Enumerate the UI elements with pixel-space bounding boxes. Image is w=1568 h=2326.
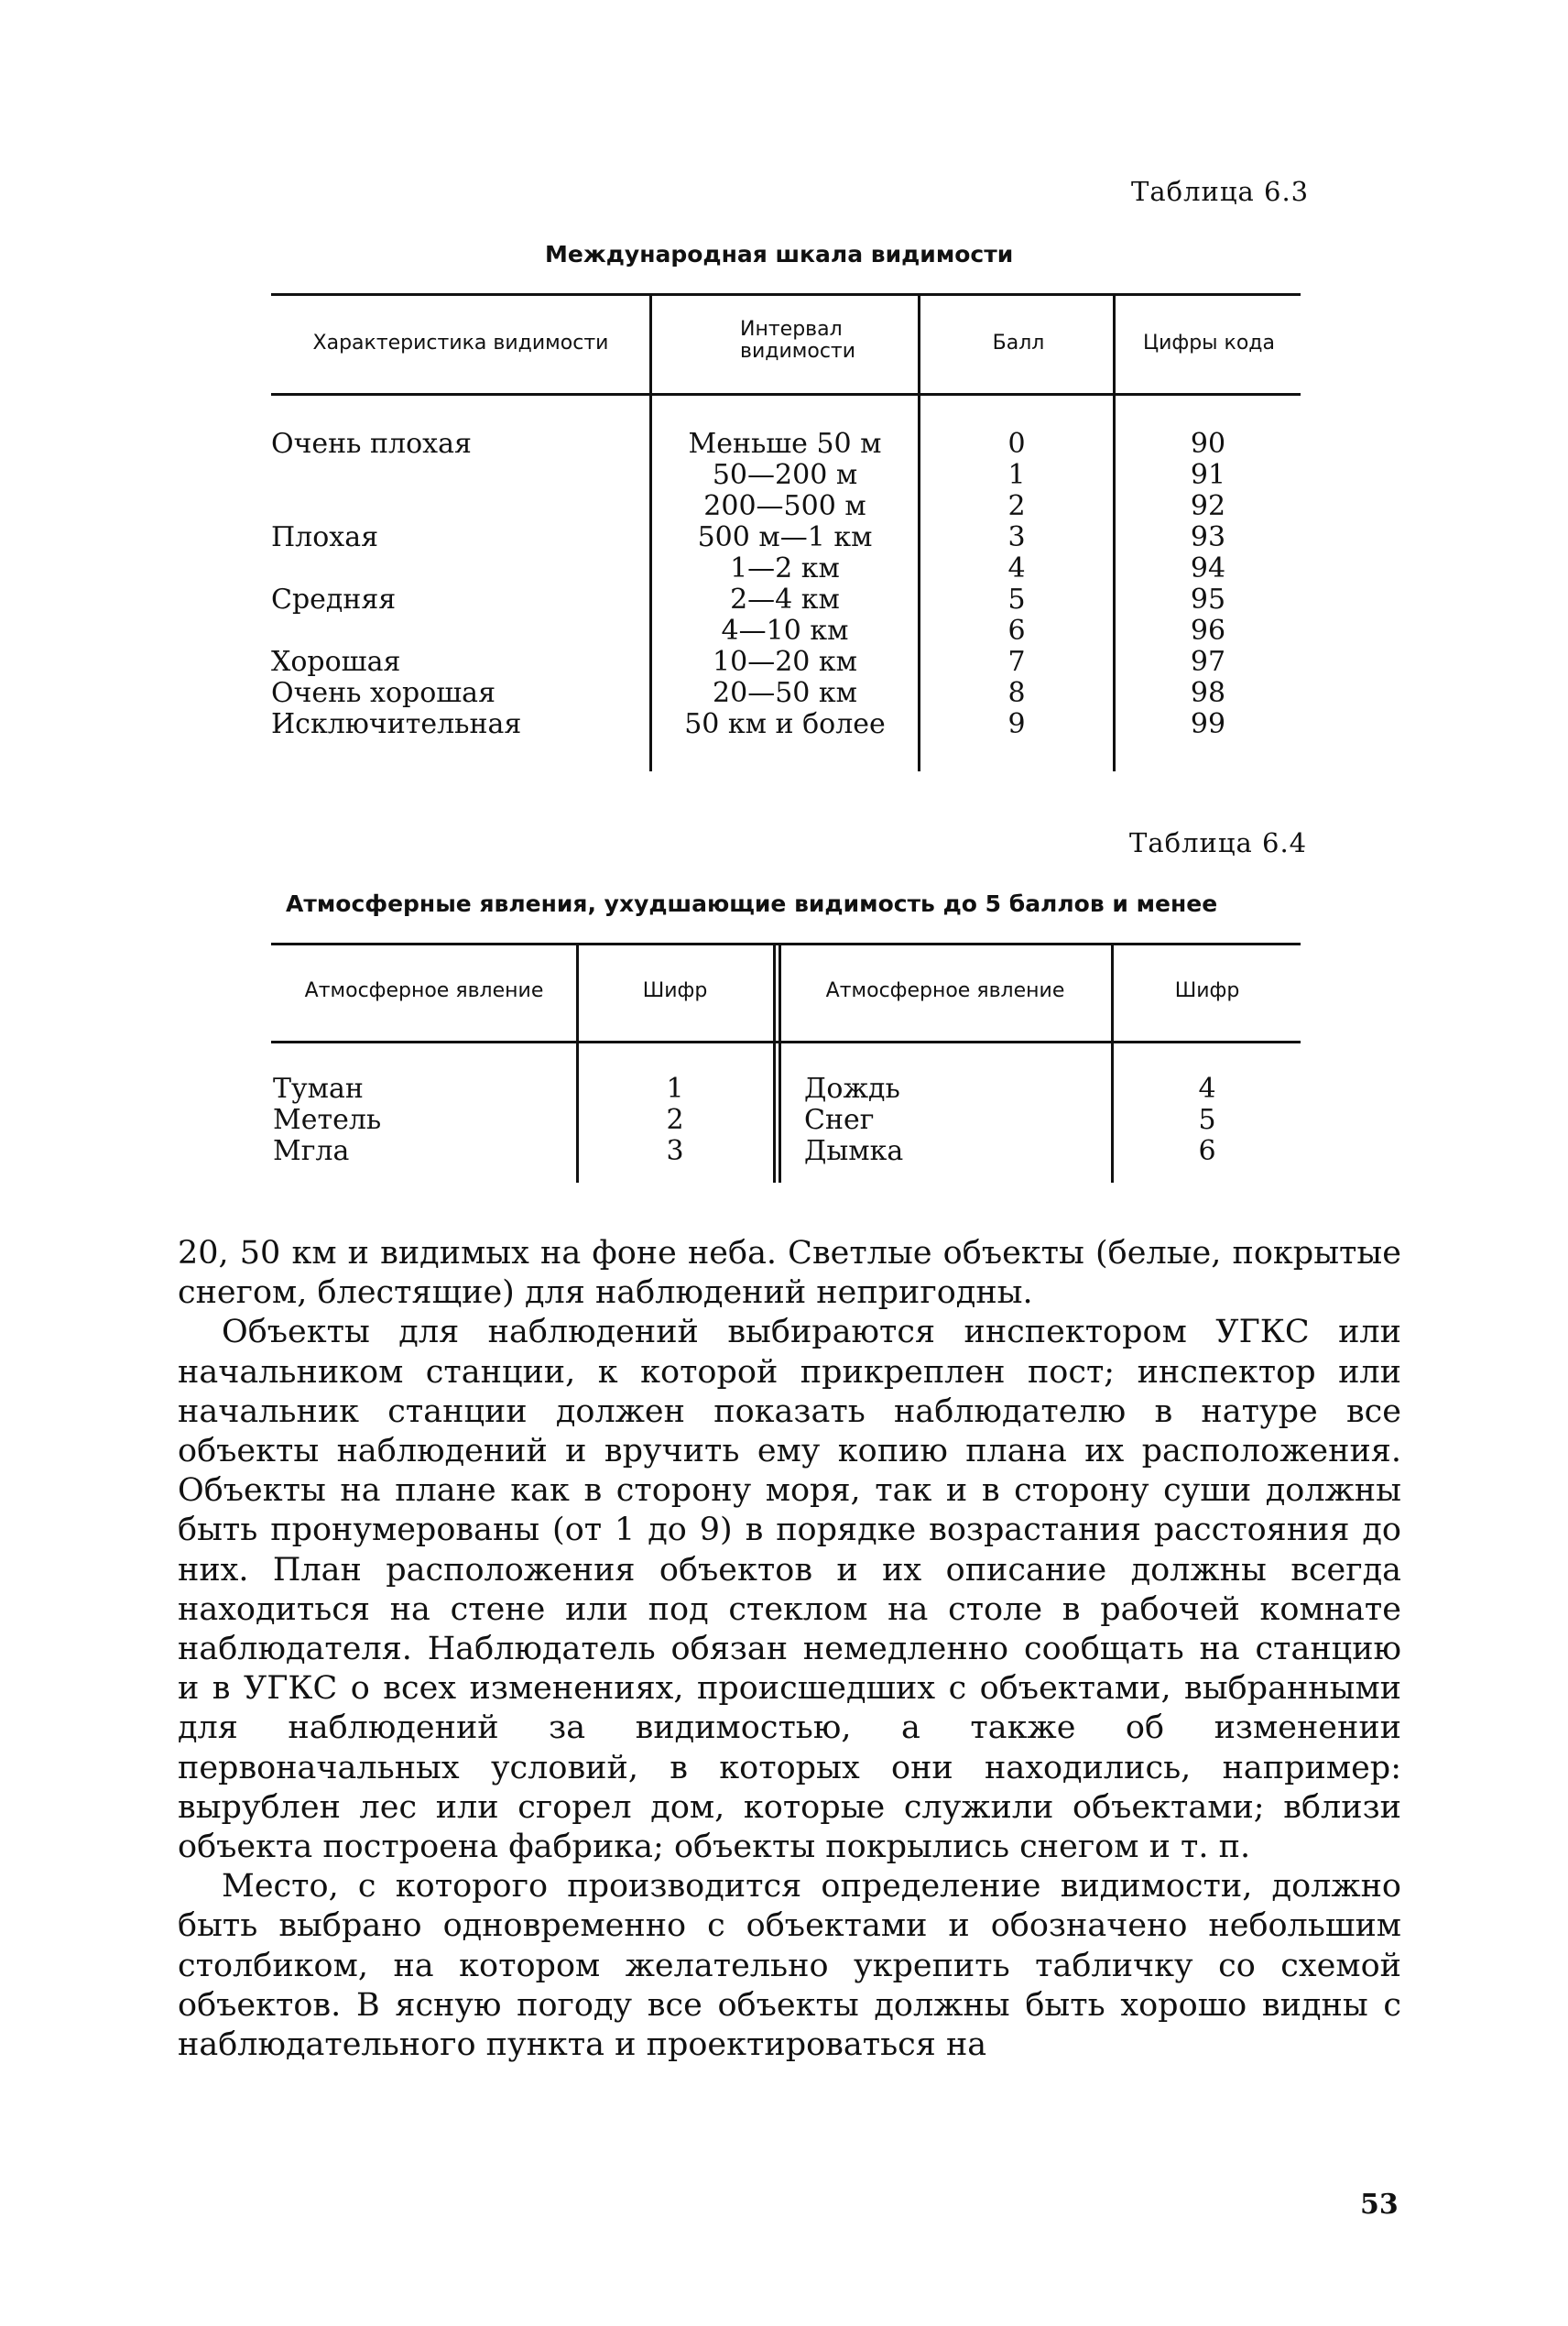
visibility-characteristic: Очень плохая bbox=[271, 428, 472, 460]
phenomenon: Дождь bbox=[804, 1073, 900, 1105]
visibility-ball: 4 bbox=[1007, 552, 1026, 584]
phenomenon: Снег bbox=[804, 1104, 875, 1136]
phenomenon: Туман bbox=[273, 1073, 364, 1105]
visibility-interval: 50—200 м bbox=[712, 459, 858, 491]
visibility-code: 98 bbox=[1190, 677, 1226, 709]
visibility-code: 97 bbox=[1190, 646, 1226, 678]
table-6-4-header: Шифр bbox=[1174, 979, 1240, 1002]
table-6-3-header-rule bbox=[271, 393, 1301, 396]
table-6-3-header: Интервал видимости bbox=[740, 318, 856, 363]
visibility-ball: 6 bbox=[1007, 615, 1026, 647]
visibility-ball: 9 bbox=[1007, 708, 1026, 740]
phenomenon-code: 5 bbox=[1198, 1104, 1216, 1136]
visibility-interval: 10—20 км bbox=[713, 646, 857, 678]
visibility-code: 96 bbox=[1190, 615, 1226, 647]
paragraph: 20, 50 км и видимых на фоне неба. Светлые объекты (белые, покрытые снегом, блестящие) для наблюдений непригодны. bbox=[178, 1235, 1401, 1312]
visibility-ball: 1 bbox=[1007, 459, 1026, 491]
table-6-4-header: Шифр bbox=[642, 979, 708, 1002]
table-6-3-top-rule bbox=[271, 293, 1301, 296]
visibility-characteristic: Средняя bbox=[271, 584, 397, 616]
phenomenon-code: 3 bbox=[666, 1135, 684, 1167]
visibility-ball: 3 bbox=[1007, 521, 1026, 553]
table-6-3-header: Характеристика видимости bbox=[312, 332, 609, 355]
visibility-interval: 200—500 м bbox=[703, 490, 866, 522]
visibility-interval: Меньше 50 м bbox=[688, 428, 882, 460]
visibility-interval: 2—4 км bbox=[730, 584, 840, 616]
visibility-code: 99 bbox=[1190, 708, 1226, 740]
table-6-3-header: Цифры кода bbox=[1143, 332, 1275, 355]
visibility-ball: 2 bbox=[1007, 490, 1026, 522]
table-6-3-label: Таблица 6.3 bbox=[1131, 176, 1310, 207]
visibility-ball: 8 bbox=[1007, 677, 1026, 709]
visibility-characteristic: Очень хорошая bbox=[271, 677, 495, 709]
visibility-ball: 0 bbox=[1007, 428, 1026, 460]
visibility-code: 93 bbox=[1190, 521, 1226, 553]
page-number: 53 bbox=[1360, 2189, 1399, 2221]
table-6-4-col-divider bbox=[779, 945, 781, 1183]
table-6-4-label: Таблица 6.4 bbox=[1129, 827, 1308, 858]
phenomenon-code: 2 bbox=[666, 1104, 684, 1136]
visibility-characteristic: Исключительная bbox=[271, 708, 522, 740]
visibility-interval: 500 м—1 км bbox=[697, 521, 873, 553]
visibility-characteristic: Плохая bbox=[271, 521, 379, 553]
visibility-interval: 50 км и более bbox=[684, 708, 886, 740]
table-6-4-caption: Атмосферные явления, ухудшающие видимость до 5 баллов и менее bbox=[286, 890, 1218, 917]
table-6-4-header-rule bbox=[271, 1041, 1301, 1043]
phenomenon: Мгла bbox=[273, 1135, 350, 1167]
table-6-3-caption: Международная шкала видимости bbox=[545, 241, 1014, 268]
visibility-characteristic: Хорошая bbox=[271, 646, 401, 678]
visibility-code: 95 bbox=[1190, 584, 1226, 616]
visibility-code: 90 bbox=[1190, 428, 1226, 460]
visibility-code: 92 bbox=[1190, 490, 1226, 522]
paragraph: Место, с которого производится определение видимости, должно быть выбрано одновременно с объектами и обозначено небольшим столбиком, на котором желательно укрепить табличку со схемой объектов. В ясную погоду все объекты должны быть хорошо видны с наблюдательного пункта и проектироваться на bbox=[178, 1868, 1401, 2064]
visibility-interval: 4—10 км bbox=[721, 615, 849, 647]
visibility-ball: 7 bbox=[1007, 646, 1026, 678]
paragraph: Объекты для наблюдений выбираются инспектором УГКС или начальником станции, к которой прикреплен пост; инспектор или начальник станции должен показать наблюдателю в натуре все объекты наблюдений и вручить ему копию плана их расположения. Объекты на плане как в сторону моря, так и в сторону суши должны быть пронумерованы (от 1 до 9) в порядке возрастания расстояния до них. План расположения объектов и их описание должны всегда находиться на стене или под стеклом на столе в рабочей комнате наблюдателя. Наблюдатель обязан немедленно сообщать на станцию и в УГКС о всех изменениях, происшедших с объектами, выбранными для наблюдений за видимостью, а также об изменении первоначальных условий, в которых они находились, например: вырублен лес или сгорел дом, которые служили объектами; вблизи объекта построена фабрика; объекты покрылись снегом и т. п. bbox=[178, 1314, 1401, 1866]
phenomenon: Дымка bbox=[804, 1135, 904, 1167]
table-6-3-header: Балл bbox=[992, 332, 1045, 355]
phenomenon-code: 1 bbox=[666, 1073, 684, 1105]
table-6-4-top-rule bbox=[271, 943, 1301, 945]
visibility-interval: 20—50 км bbox=[713, 677, 857, 709]
visibility-interval: 1—2 км bbox=[730, 552, 840, 584]
visibility-code: 94 bbox=[1190, 552, 1226, 584]
phenomenon-code: 6 bbox=[1198, 1135, 1216, 1167]
table-6-4-header: Атмосферное явление bbox=[825, 979, 1065, 1002]
phenomenon-code: 4 bbox=[1198, 1073, 1216, 1105]
body-text bbox=[178, 1234, 1401, 2065]
table-6-4-col-divider bbox=[773, 945, 776, 1183]
visibility-ball: 5 bbox=[1007, 584, 1026, 616]
phenomenon: Метель bbox=[273, 1104, 382, 1136]
visibility-code: 91 bbox=[1190, 459, 1226, 491]
table-6-4-header: Атмосферное явление bbox=[304, 979, 544, 1002]
